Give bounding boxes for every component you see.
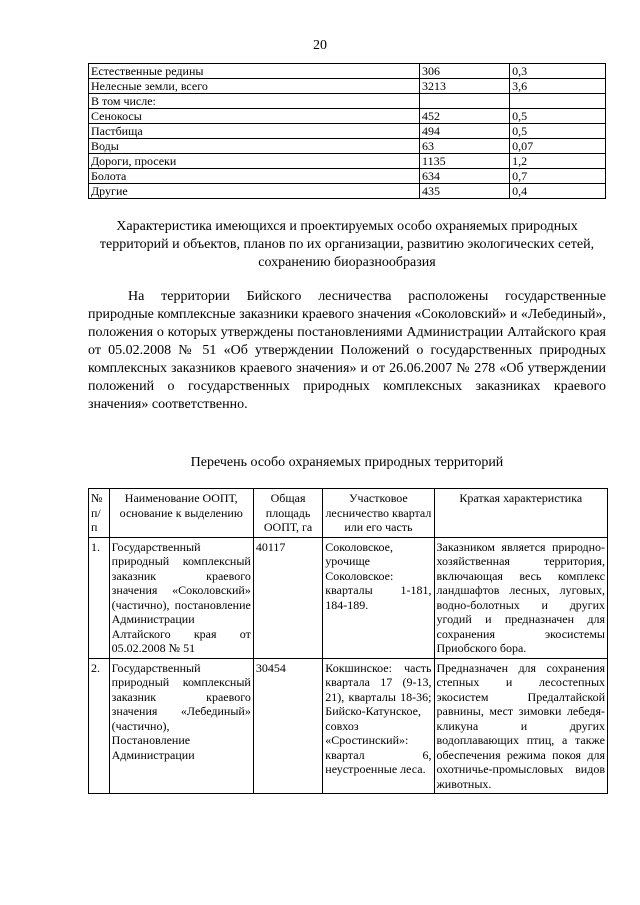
land-area-cell: 494 — [420, 124, 510, 139]
header-name: Наименование ООПТ, основание к выделению — [109, 489, 253, 538]
table-row — [89, 658, 608, 794]
table-row — [89, 94, 606, 109]
land-percent-cell: 0,07 — [510, 139, 606, 154]
land-name-cell: Воды — [89, 139, 420, 154]
land-percent-cell — [510, 94, 606, 109]
oopt-num-cell: 1. — [89, 537, 110, 658]
table-row — [89, 79, 606, 94]
land-area-cell: 3213 — [420, 79, 510, 94]
oopt-name-cell: Государственный природный комплексный заказник краевого значения «Соколовский» (частично), постановление Администрации Алтайского края от 05.02.2008 № 51 — [109, 537, 253, 658]
oopt-forestry-cell: Соколовское, урочище Соколовское: кварталы 1-181, 184-189. — [323, 537, 434, 658]
land-name-cell: Дороги, просеки — [89, 154, 420, 169]
oopt-area-cell: 40117 — [253, 537, 322, 658]
table-row — [89, 64, 606, 79]
table-row — [89, 124, 606, 139]
oopt-name-cell: Государственный природный комплексный заказник краевого значения «Лебединый» (частично), Постановление Администрации — [109, 658, 253, 794]
table-row — [89, 139, 606, 154]
header-forestry: Участковое лесничество квартал или его часть — [323, 489, 434, 538]
table-row — [89, 169, 606, 184]
land-percent-cell: 0,5 — [510, 124, 606, 139]
table-row — [89, 537, 608, 658]
oopt-forestry-cell: Кокшинское: часть квартала 17 (9-13, 21), кварталы 18-36; Бийско-Катунское, совхоз «Сростинский»: квартал 6, неустроенные леса. — [323, 658, 434, 794]
land-name-cell: Нелесные земли, всего — [89, 79, 420, 94]
list-title: Перечень особо охраняемых природных территорий — [190, 455, 504, 470]
page-number: 20 — [313, 38, 327, 53]
header-description: Краткая характеристика — [434, 489, 607, 538]
land-name-cell: В том числе: — [89, 94, 420, 109]
land-area-cell: 634 — [420, 169, 510, 184]
table-row — [89, 184, 606, 199]
land-area-cell: 1135 — [420, 154, 510, 169]
land-percent-cell: 0,4 — [510, 184, 606, 199]
land-name-cell: Пастбища — [89, 124, 420, 139]
oopt-num-cell: 2. — [89, 658, 110, 794]
land-name-cell: Естественные редины — [89, 64, 420, 79]
header-area: Общая площадь ООПТ, га — [253, 489, 322, 538]
table-row — [89, 154, 606, 169]
oopt-area-cell: 30454 — [253, 658, 322, 794]
land-area-cell: 435 — [420, 184, 510, 199]
land-percent-cell: 3,6 — [510, 79, 606, 94]
oopt-description-cell: Заказником является природно-хозяйственная территория, включающая весь комплекс ландшафтов лесных, луговых, водно-болотных и других угодий и предназначен для сохранения экосистемы Приобского бора. — [434, 537, 607, 658]
land-area-cell — [420, 94, 510, 109]
land-area-cell: 63 — [420, 139, 510, 154]
table-header-row — [89, 489, 608, 538]
land-name-cell: Другие — [89, 184, 420, 199]
section-heading: Характеристика имеющихся и проектируемых особо охраняемых природных территорий и объектов, планов по их организации, развитию экологических сетей, сохранению биоразнообразия — [99, 219, 595, 270]
land-table — [88, 63, 606, 199]
oopt-description-cell: Предназначен для сохранения степных и лесостепных экосистем Предалтайской равнины, мест зимовки лебедя-кликуна и других водоплавающих птиц, а также обеспечения режима покоя для охотничье-промысловых видов животных. — [434, 658, 607, 794]
body-paragraph: На территории Бийского лесничества расположены государственные природные комплексные заказники краевого значения «Соколовский» и «Лебединый», положения о которых утверждены постановлениями Администрации Алтайского края от 05.02.2008 № 51 «Об утверждении Положений о государственных природных комплексных заказников краевого значения» и от 26.06.2007 № 278 «Об утверждении положений о государственных природных комплексных заказниках краевого значения» соответственно. — [88, 289, 606, 412]
land-percent-cell: 0,3 — [510, 64, 606, 79]
land-area-cell: 452 — [420, 109, 510, 124]
table-row — [89, 109, 606, 124]
land-name-cell: Болота — [89, 169, 420, 184]
land-percent-cell: 0,5 — [510, 109, 606, 124]
oopt-table — [88, 488, 608, 794]
land-area-cell: 306 — [420, 64, 510, 79]
land-percent-cell: 1,2 — [510, 154, 606, 169]
land-name-cell: Сенокосы — [89, 109, 420, 124]
land-percent-cell: 0,7 — [510, 169, 606, 184]
header-num: № п/п — [89, 489, 110, 538]
